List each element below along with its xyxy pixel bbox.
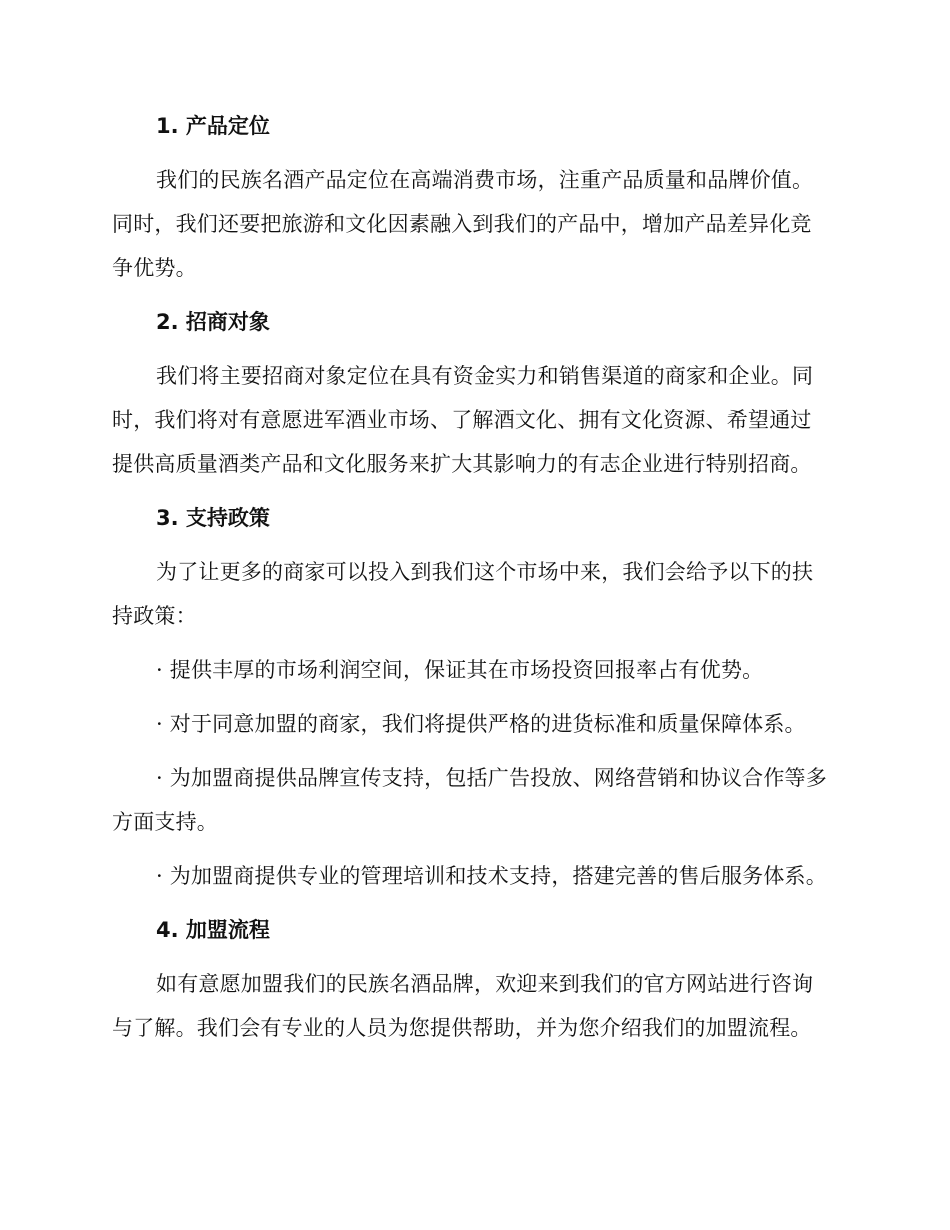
section-heading: 4. 加盟流程 [156,918,270,942]
section-heading: 2. 招商对象 [156,310,270,334]
section-investment-target [112,300,832,486]
section-product-positioning [112,104,832,290]
section-franchise-process [112,908,832,1050]
bullet-item: · 为加盟商提供品牌宣传支持，包括广告投放、网络营销和协议合作等多方面支持。 [112,766,827,834]
section-support-policy [112,496,832,898]
bullet-item: · 提供丰厚的市场利润空间，保证其在市场投资回报率占有优势。 [156,658,764,682]
section-heading: 1. 产品定位 [156,114,270,138]
section-heading: 3. 支持政策 [156,506,270,530]
document-page [112,104,832,1060]
paragraph: 我们将主要招商对象定位在具有资金实力和销售渠道的商家和企业。同时，我们将对有意愿进军酒业市场、了解酒文化、拥有文化资源、希望通过提供高质量酒类产品和文化服务来扩大其影响力的有志企业进行特别招商。 [112,364,814,476]
paragraph: 为了让更多的商家可以投入到我们这个市场中来，我们会给予以下的扶持政策： [112,560,814,628]
paragraph: 我们的民族名酒产品定位在高端消费市场，注重产品质量和品牌价值。同时，我们还要把旅游和文化因素融入到我们的产品中，增加产品差异化竞争优势。 [112,168,814,280]
paragraph: 如有意愿加盟我们的民族名酒品牌，欢迎来到我们的官方网站进行咨询与了解。我们会有专业的人员为您提供帮助，并为您介绍我们的加盟流程。 [112,972,814,1040]
bullet-item: · 对于同意加盟的商家，我们将提供严格的进货标准和质量保障体系。 [156,712,806,736]
bullet-item: · 为加盟商提供专业的管理培训和技术支持，搭建完善的售后服务体系。 [156,864,827,888]
